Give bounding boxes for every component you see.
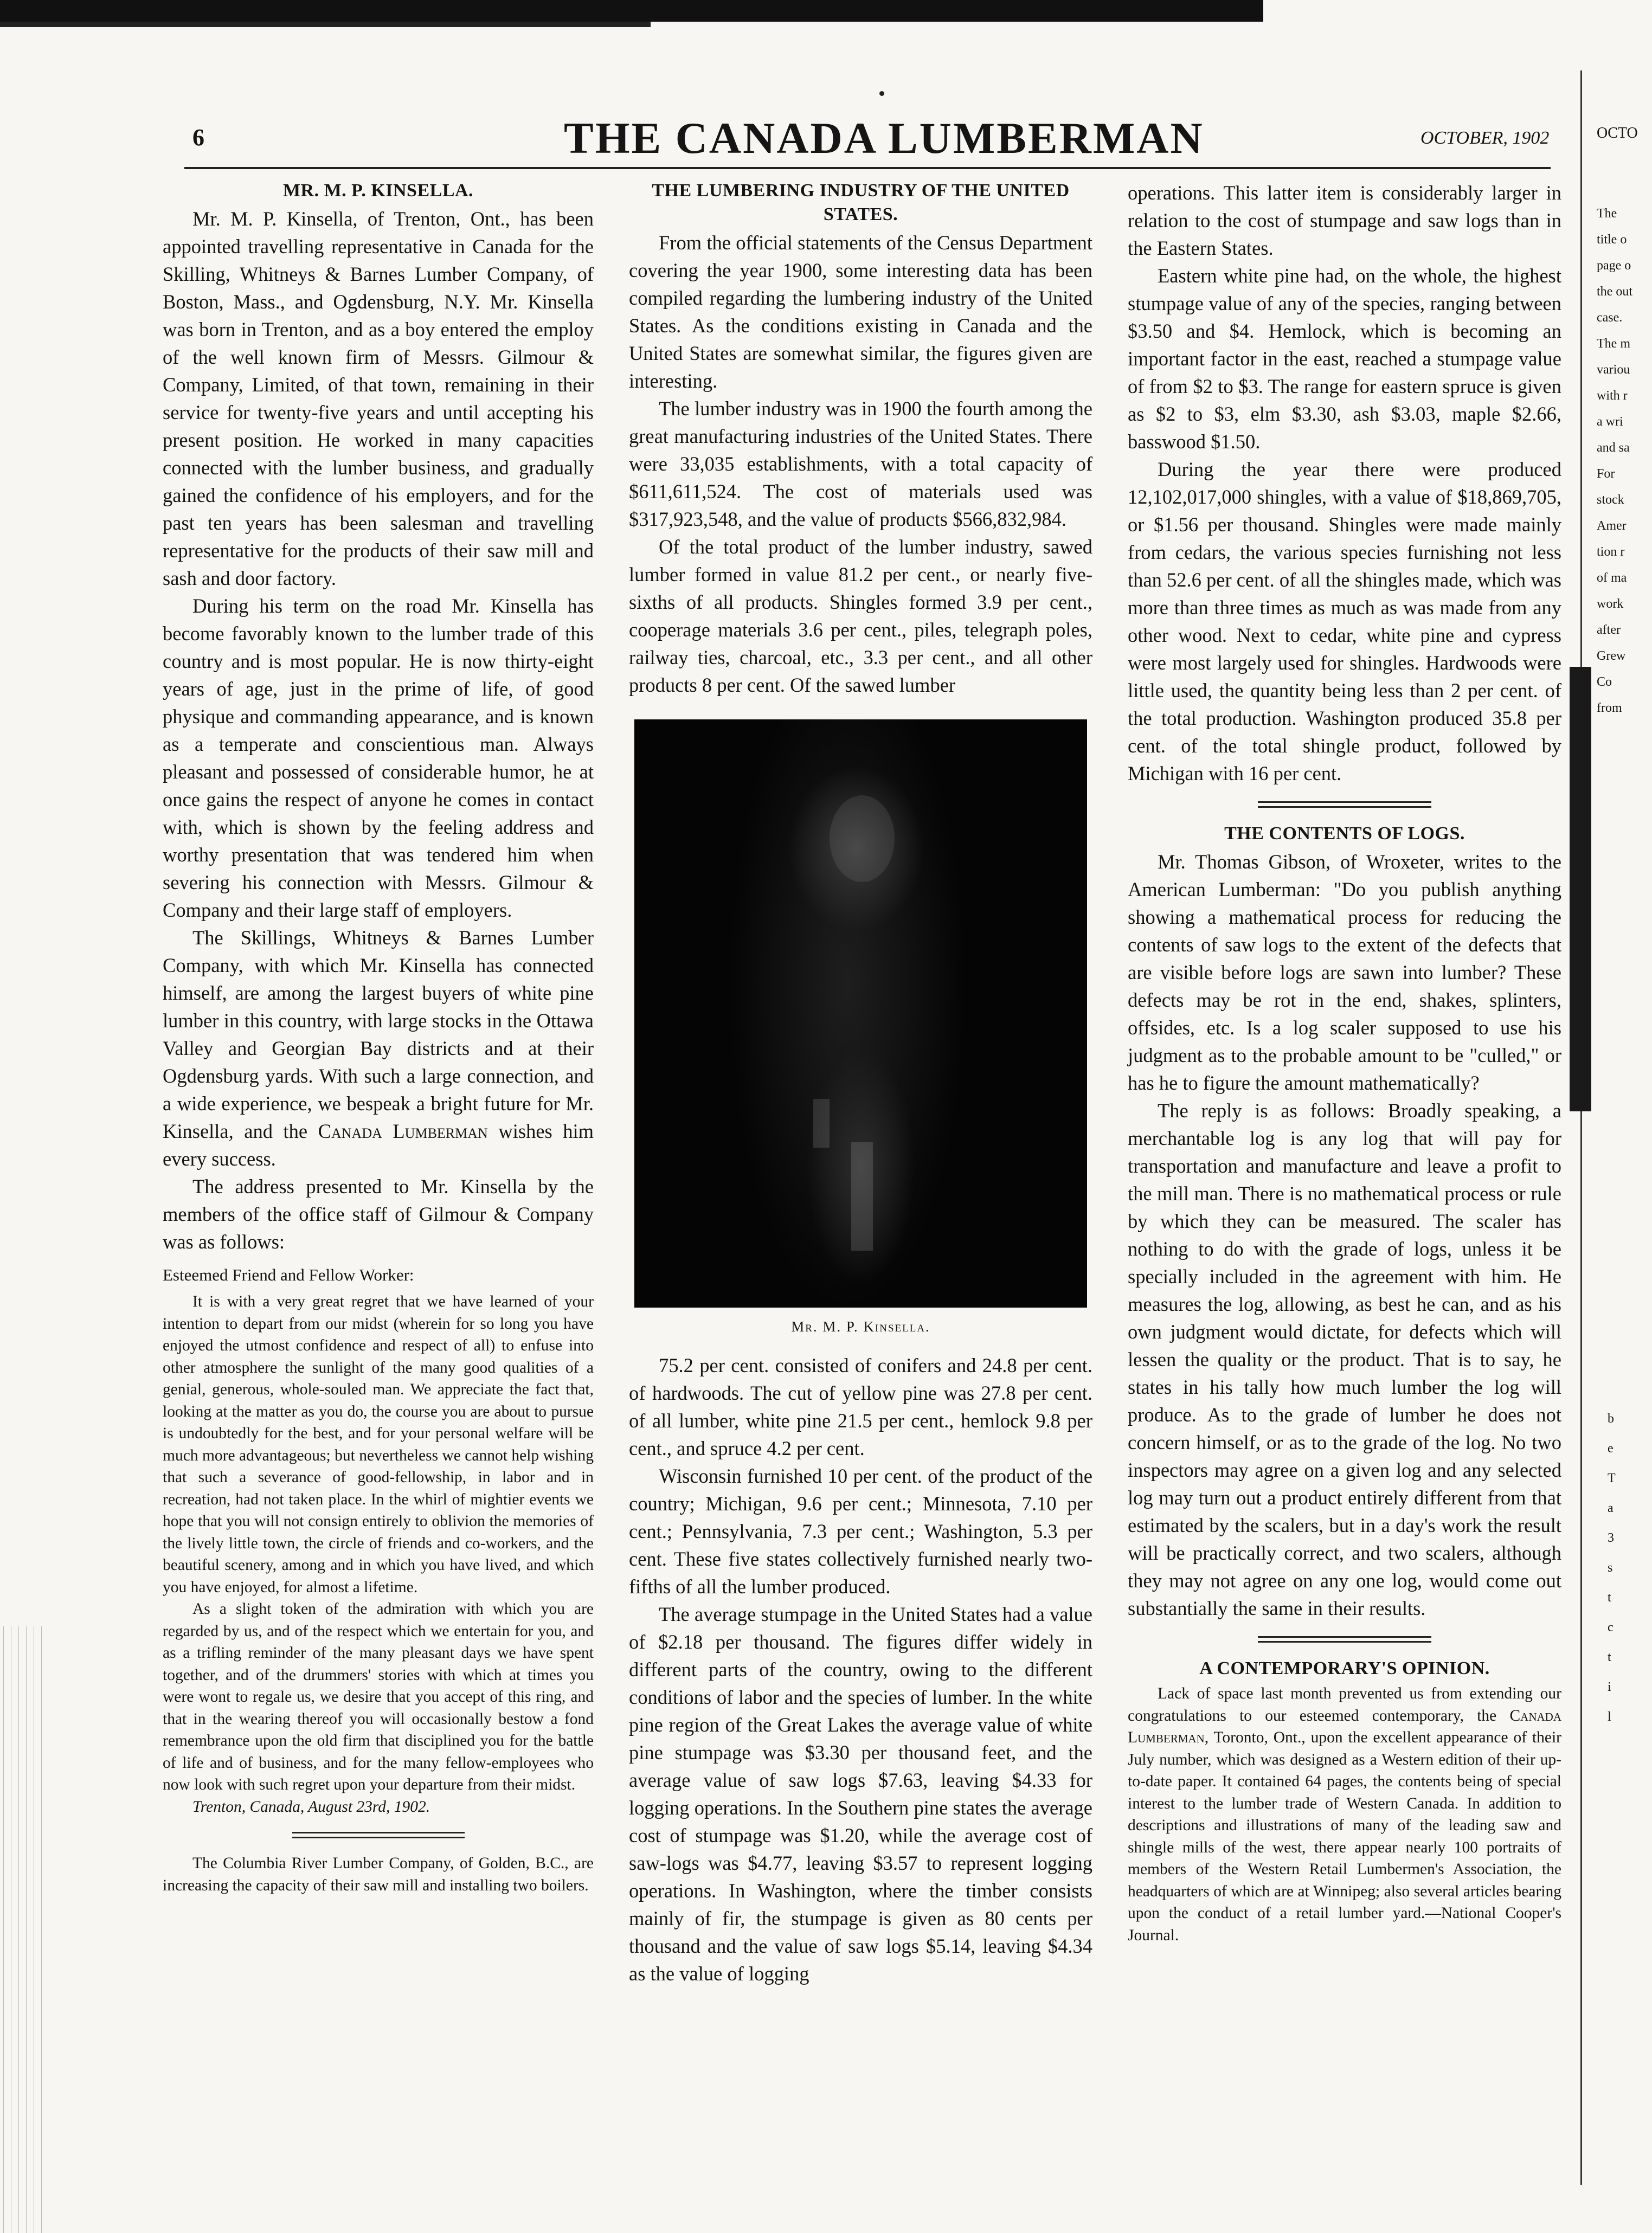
kinsella-paragraph-2: During his term on the road Mr. Kinsella has become favorably known to the lumber trade of this country and is most popular. He is now thirty-eight years of age, just in the prime of life, of good physique and commanding appearance, and is known as a temperate and conscientious man. Always pleasant and possessed of considerable humor, he at once gains the respect of anyone he comes in contact with, which is shown by the feeling address and worthy presentation that was tendered him when severing his connection with Messrs. Gilmour & Company and their large staff of employers. xyxy=(163,595,594,921)
logs-paragraph-1: Mr. Thomas Gibson, of Wroxeter, writes to the American Lumberman: "Do you publish anything showing a mathematical process for reducing the contents of saw logs to the extent of the defects that are visible before logs are sawn into lumber? These defects may be rot in the end, shakes, splinters, offsides, etc. Is a log scaler supposed to use his judgment as to the probable amount to be "culled," or has he to figure the amount mathematically? xyxy=(1128,851,1561,1094)
paper-name: Canada Lumberman xyxy=(1128,1707,1561,1746)
print-dot xyxy=(879,91,884,96)
industry-paragraph-5: Wisconsin furnished 10 per cent. of the product of the country; Michigan, 9.6 per cent.; Minnesota, 7.10 per cent.; Pennsylvania, 7.3 per cent.; Washington, 5.3 per cent. These five states collectively furnished nearly two-fifths of all the lumber produced. xyxy=(629,1465,1092,1598)
section-divider xyxy=(1258,801,1431,808)
adjacent-fragment-17: Grew xyxy=(1597,649,1626,663)
kinsella-paragraph-1: Mr. M. P. Kinsella, of Trenton, Ont., has been appointed travelling representative in Canada for the Skilling, Whitneys & Barnes Lumber Company, of Boston, Mass., and Ogdensburg, N.Y. Mr. Kinsella was born in Trenton, and as a boy entered the employ of the well known firm of Messrs. Gilmour & Company, Limited, of that town, remaining in their service for twenty-five years and until accepting his present position. He worked in many capacities connected with the lumber business, and gradually gained the confidence of his employers, and for the past ten years has been salesman and travelling representative for the products of their saw mill and sash and door factory. xyxy=(163,208,594,589)
portrait-photo xyxy=(634,719,1087,1308)
address-salutation: Esteemed Friend and Fellow Worker: xyxy=(163,1265,414,1284)
adjacent-fragment-7: with r xyxy=(1597,389,1628,403)
adjacent-fragment-19: from xyxy=(1597,701,1622,715)
page-number: 6 xyxy=(192,124,204,151)
adjacent-fragment-14: of ma xyxy=(1597,571,1627,585)
adjacent-fragment-16: after xyxy=(1597,623,1621,637)
industry-paragraph-4: 75.2 per cent. consisted of conifers and 24.8 per cent. of hardwoods. The cut of yellow pine was 27.8 per cent. of all lumber, white pine 21.5 per cent., hemlock 9.8 per cent., and spruce 4.2 per cent. xyxy=(629,1354,1092,1459)
section-divider xyxy=(292,1832,465,1838)
adjacent-fragment-11: stock xyxy=(1597,493,1624,507)
logs-paragraph-2: The reply is as follows: Broadly speaking, a merchantable log is any log that will pay for transportation and manufacture and leave a profit to the mill man. There is no mathematical process or rule by which they can be measured. The scaler has nothing to do with the grade of logs, unless it be specially included in the agreement with him. He measures the log, allowing, as best he can, and as his own judgment would dictate, for defects which will lessen the quality or the product. That is to say, he states in his tally how much lumber the log will produce. As to the grade of lumber he does not concern himself, or as to the grade of the log. No two inspectors may agree on a given log and any selected log may turn out a product entirely different from that estimated by the scalers, but in a day's work the result will be practically correct, and two scalers, although they may not agree on any one log, would come out substantially the same in their results. xyxy=(1128,1099,1561,1619)
scan-edge-bar-lower xyxy=(0,22,651,27)
adjacent-fragment-lower-2: T xyxy=(1608,1471,1616,1485)
adjacent-fragment-lower-3: a xyxy=(1608,1501,1614,1515)
adjacent-fragment-lower-8: t xyxy=(1608,1650,1611,1664)
header-rule xyxy=(184,167,1551,169)
column-2 xyxy=(629,179,1092,1987)
adjacent-fragment-10: For xyxy=(1597,467,1615,481)
adjacent-page-header: OCTO xyxy=(1597,125,1638,141)
address-paragraph-1: It is with a very great regret that we have learned of your intention to depart from our midst (wherein for so long you have enjoyed the utmost confidence and respect of all) to enfuse into other atmosphere the sunlight of the many good qualities of a genial, generous, whole-souled man. We appreciate the fact that, looking at the matter as you do, the course you are about to pursue is undoubtedly for the best, and for your personal welfare will be much more advantageous; but nevertheless we cannot help wishing that such a severance of good-fellowship, in labor and in recreation, had not taken place. In the whirl of mightier events we hope that you will not consign entirely to oblivion the memories of the lively little town, the circle of friends and co-workers, and the beautiful scenery, among and in which you have lived, and which you have enjoyed, for almost a lifetime. xyxy=(163,1293,594,1596)
adjacent-fragment-13: tion r xyxy=(1597,545,1625,559)
adjacent-page-fragments-lower xyxy=(1608,1404,1652,1732)
industry-paragraph-3: Of the total product of the lumber industry, sawed lumber formed in value 81.2 per cent., or nearly five-sixths of all products. Shingles formed 3.9 per cent., cooperage materials 3.6 per cent., piles, telegraph poles, railway ties, charcoal, etc., 3.3 per cent., and all other products 8 per cent. Of the sawed lumber xyxy=(629,536,1092,696)
adjacent-fragment-3: the out xyxy=(1597,285,1632,299)
page-header xyxy=(0,113,1572,172)
adjacent-fragment-lower-9: i xyxy=(1608,1680,1611,1694)
industry-paragraph-6: The average stumpage in the United States had a value of $2.18 per thousand. The figures differ widely in different parts of the country, owing to the different conditions of labor and the species of lumber. In the white pine region of the Great Lakes the average value of white pine stumpage was $3.30 per thousand feet, and the average value of saw logs $7.63, leaving $4.33 for logging operations. In the Southern pine states the average cost of stumpage was $1.20, while the average cost of saw-logs was $4.77, leaving $3.57 to represent logging operations. In Washington, where the timber consists mainly of fir, the stumpage is given as 80 cents per thousand and the value of saw logs $5.14, leaving $4.34 as the value of logging xyxy=(629,1603,1092,1985)
adjacent-fragment-9: and sa xyxy=(1597,441,1630,455)
adjacent-fragment-lower-6: t xyxy=(1608,1591,1611,1605)
scan-edge-bar xyxy=(0,0,1263,22)
address-paragraph-2: As a slight token of the admiration with which you are regarded by us, and of the respect which we entertain for you, and as a trifling reminder of the many pleasant days we have spent together, and of the drummers' stories with which at times you were wont to regale us, we desire that you accept of this ring, and that in the wearing thereof you will occasionally bestow a fond remembrance upon the old firm that disciplined you for the battle of life and of business, and for the many fellow-employees who now look with such regret upon your departure from their midst. xyxy=(163,1600,594,1793)
adjacent-fragment-lower-4: 3 xyxy=(1608,1531,1614,1545)
portrait-caption: Mr. M. P. Kinsella. xyxy=(791,1318,930,1335)
adjacent-fragment-lower-10: l xyxy=(1608,1710,1611,1724)
binding-marks xyxy=(0,1626,49,2233)
article-heading-kinsella: MR. M. P. KINSELLA. xyxy=(282,181,474,201)
industry-paragraph-1: From the official statements of the Census Department covering the year 1900, some interesting data has been compiled regarding the lumbering industry of the United States. As the conditions existing in Canada and the United States are somewhat similar, the figures given are interesting. xyxy=(629,231,1092,392)
adjacent-fragment-4: case. xyxy=(1597,311,1623,325)
industry-continuation: operations. This latter item is considerably larger in relation to the cost of stumpage and saw logs than in the Eastern States. xyxy=(1128,182,1561,259)
page-fold-line xyxy=(1580,70,1582,2185)
adjacent-page-fragments xyxy=(1597,201,1651,721)
masthead-title: THE CANADA LUMBERMAN xyxy=(564,113,1204,163)
industry-paragraph-2: The lumber industry was in 1900 the fourth among the great manufacturing industries of the United States. There were 33,035 establishments, with a total capacity of $611,611,524. The cost of materials used was $317,923,548, and the value of products $566,832,984. xyxy=(629,397,1092,530)
address-signoff: Trenton, Canada, August 23rd, 1902. xyxy=(192,1798,430,1816)
adjacent-fragment-lower-5: s xyxy=(1608,1561,1613,1575)
paper-name: Canada Lumberman xyxy=(318,1120,488,1142)
section-divider xyxy=(1258,1636,1431,1643)
adjacent-fragment-lower-1: e xyxy=(1608,1442,1614,1456)
scan-shadow-bar xyxy=(1570,667,1591,1111)
adjacent-fragment-2: page o xyxy=(1597,259,1631,273)
adjacent-fragment-15: work xyxy=(1597,597,1624,611)
industry-paragraph-7: Eastern white pine had, on the whole, the highest stumpage value of any of the species, ranging between $3.50 and $4. Hemlock, which is becoming an important factor in the east, reached a stumpage value of from $2 to $3. The range for eastern spruce is given as $2 to $3, elm $3.30, ash $3.03, maple $2.66, basswood $1.50. xyxy=(1128,265,1561,453)
adjacent-fragment-18: Co xyxy=(1597,675,1612,689)
adjacent-fragment-lower-0: b xyxy=(1608,1412,1614,1426)
industry-paragraph-8: During the year there were produced 12,102,017,000 shingles, with a value of $18,869,705, or $1.56 per thousand. Shingles were made mainly from cedars, the various species furnishing not less than 52.6 per cent. of all the shingles made, which was more than three times as much as was made from any other wood. Next to cedar, white pine and cypress were most largely used for shingles. Hardwoods were little used, the quantity being less than 2 per cent. of the total production. Washington produced 35.8 per cent. of the total shingle product, followed by Michigan with 16 per cent. xyxy=(1128,458,1561,784)
article-heading-contemporary-opinion: A CONTEMPORARY'S OPINION. xyxy=(1199,1658,1490,1678)
adjacent-fragment-12: Amer xyxy=(1597,519,1627,533)
issue-date: OCTOBER, 1902 xyxy=(1420,128,1550,148)
article-heading-lumbering-industry: THE LUMBERING INDUSTRY OF THE UNITED STATES. xyxy=(652,181,1070,224)
adjacent-fragment-0: The xyxy=(1597,207,1617,221)
opinion-paragraph: Lack of space last month prevented us from extending our congratulations to our esteemed contemporary, the Canada Lumberman, Toronto, Ont., upon the excellent appearance of their July number, which was designed as a Western edition of their up-to-date paper. It contained 64 pages, the contents being of special interest to the lumber trade of Western Canada. In addition to descriptions and illustrations of many of the leading saw and shingle mills of the west, there appear nearly 100 portraits of members of the Western Retail Lumbermen's Association, the headquarters of which are at Winnipeg; also several articles bearing upon the conduct of a retail lumber yard.—National Cooper's Journal. xyxy=(1128,1685,1561,1944)
adjacent-fragment-1: title o xyxy=(1597,233,1627,247)
adjacent-fragment-6: variou xyxy=(1597,363,1630,377)
adjacent-fragment-lower-7: c xyxy=(1608,1620,1614,1634)
column-3 xyxy=(1128,179,1561,1946)
columbia-river-note: The Columbia River Lumber Company, of Golden, B.C., are increasing the capacity of their saw mill and installing two boilers. xyxy=(163,1855,594,1894)
adjacent-fragment-5: The m xyxy=(1597,337,1630,351)
article-heading-contents-of-logs: THE CONTENTS OF LOGS. xyxy=(1224,823,1465,844)
kinsella-paragraph-4: The address presented to Mr. Kinsella by the members of the office staff of Gilmour & Company was as follows: xyxy=(163,1175,594,1253)
kinsella-paragraph-3: The Skillings, Whitneys & Barnes Lumber Company, with which Mr. Kinsella has connected himself, are among the largest buyers of white pine lumber in this country, with large stocks in the Ottawa Valley and Georgian Bay districts and at their Ogdensburg yards. With such a large connection, and a wide experience, we bespeak a bright future for Mr. Kinsella, and the Canada Lumberman wishes him every success. xyxy=(163,926,594,1170)
adjacent-fragment-8: a wri xyxy=(1597,415,1623,429)
column-1 xyxy=(163,179,594,1896)
